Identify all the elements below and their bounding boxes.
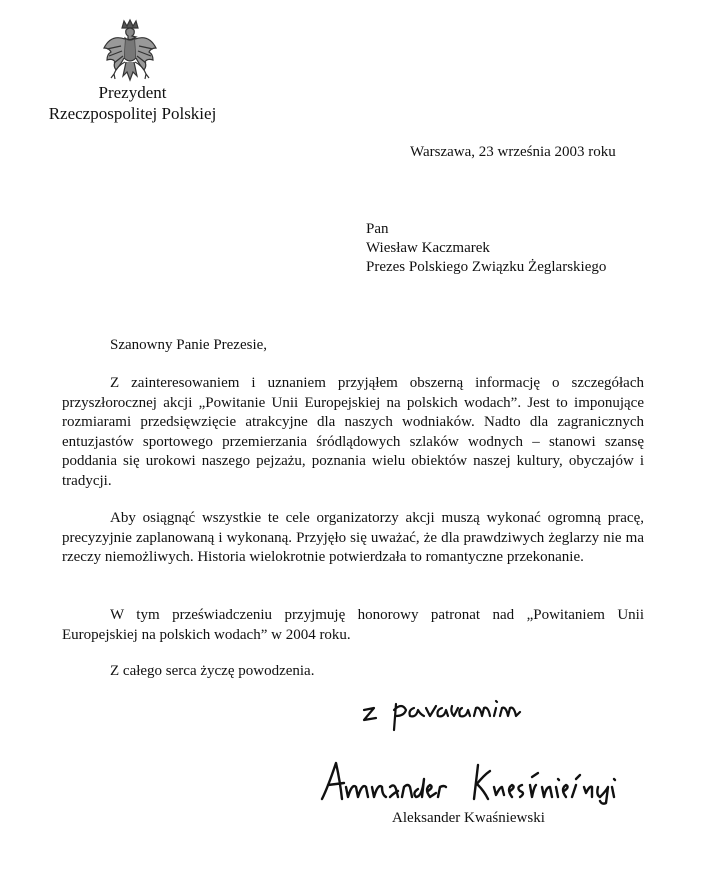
signatory-name: Aleksander Kwaśniewski bbox=[392, 810, 545, 826]
handwritten-signature bbox=[318, 757, 633, 807]
recipient-name: Wiesław Kaczmarek bbox=[366, 240, 490, 256]
handwritten-regards bbox=[358, 694, 538, 734]
paragraph-1: Z zainteresowaniem i uznaniem przyjąłem obszerną informację o szczegółach przyszłorocznej akcji „Powitanie Unii Europejskiej na polskich wodach”. Jest to imponujące rozmiarami przedsięwzięcie atrakcyjne dla naszych wodniaków. Nadto dla zagranicznych entuzjastów sportowego przemierzania śródlądowych szlaków wodnych – stanowi szansę poddania się urokowi naszego pejzażu, poznania wielu obiektów naszej kultury, obyczajów i tradycji. bbox=[62, 375, 644, 489]
recipient-position: Prezes Polskiego Związku Żeglarskiego bbox=[366, 259, 607, 275]
closing-line: Z całego serca życzę powodzenia. bbox=[110, 663, 315, 679]
recipient-title: Pan bbox=[366, 221, 389, 237]
office-title-line2: Rzeczpospolitej Polskiej bbox=[48, 104, 217, 123]
letter-date: Warszawa, 23 września 2003 roku bbox=[410, 144, 616, 160]
salutation: Szanowny Panie Prezesie, bbox=[110, 337, 268, 353]
polish-eagle-emblem-icon bbox=[101, 18, 159, 88]
paragraph-2: Aby osiągnąć wszystkie te cele organizatorzy akcji muszą wykonać ogromną pracę, precyzyjnie zaplanowaną i wykonaną. Przyjęło się uważać, że dla prawdziwych żeglarzy nie ma rzeczy niemożliwych. Historia wielokrotnie potwierdzała to romantyczne przekonanie. bbox=[62, 510, 644, 565]
paragraph-3: W tym przeświadczeniu przyjmuję honorowy patronat nad „Powitaniem Unii Europejskiej na polskich wodach” w 2004 roku. bbox=[62, 607, 644, 643]
office-title-line1: Prezydent bbox=[98, 83, 167, 102]
